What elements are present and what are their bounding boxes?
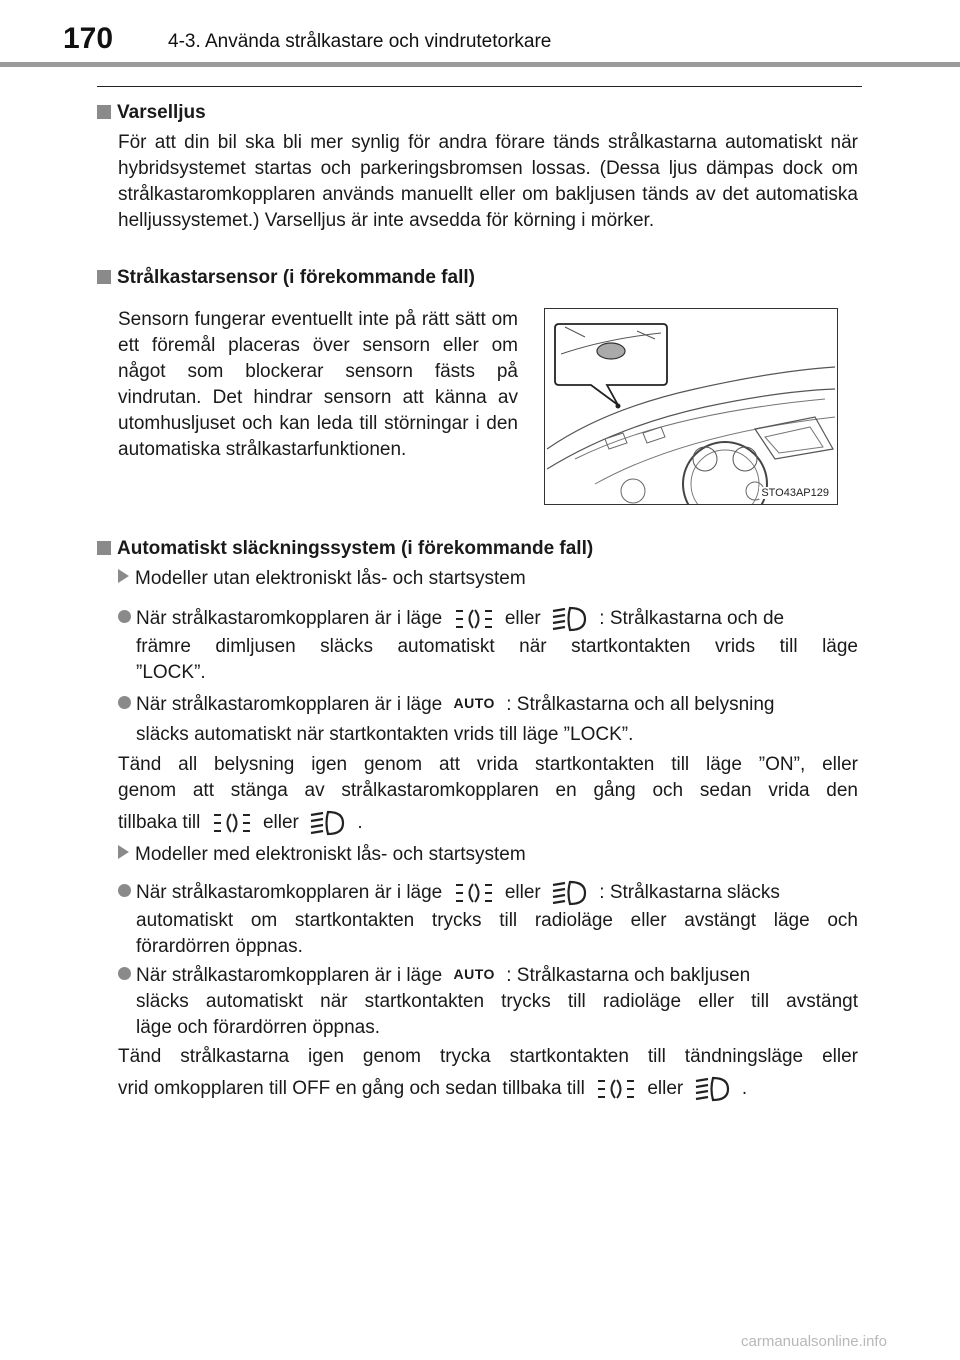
parking-light-icon (594, 1074, 638, 1104)
sensor-body: Sensorn fungerar eventuellt inte på rätt sätt om ett föremål placeras över sensorn eller om något som blockerar sensorn fästs på vindrutan. Det hindrar sensorn att känna av utomhusljuset och kan leda till störningar i den automatiska strålkastarfunktionen. (118, 309, 518, 460)
triangle-bullet-icon (118, 569, 129, 583)
watermark: carmanualsonline.info (741, 1333, 887, 1350)
relight-paragraph-1: Tänd all belysning igen genom att vrida startkontakten till läge ”ON”, eller genom att stänga av strålkastaromkopplaren en gång och sedan vrida den tillbaka till eller . (118, 752, 858, 838)
chapter-title: 4-3. Använda strålkastare och vindrutetorkare (168, 31, 552, 52)
parking-light-icon (210, 808, 254, 838)
round-bullet-icon (118, 696, 131, 709)
figure-code: STO43AP129 (761, 487, 829, 499)
triangle-bullet-icon (118, 845, 129, 859)
header-bar (0, 62, 960, 67)
bullet-item-2: När strålkastaromkopplaren är i läge AUTO : Strålkastarna och all belysning släcks automatiskt när startkontakten vrids till läge ”LOCK”. (118, 690, 858, 748)
sensor-illustration (544, 308, 838, 505)
headlight-icon (550, 604, 590, 634)
square-bullet-icon (97, 105, 111, 119)
headlight-icon (550, 878, 590, 908)
section-title-auto-off: Automatiskt släckningssystem (i förekommande fall) (97, 538, 593, 560)
square-bullet-icon (97, 541, 111, 555)
square-bullet-icon (97, 270, 111, 284)
page-header (0, 0, 960, 70)
auto-mode-icon: AUTO (453, 695, 495, 711)
page-number: 170 (63, 22, 114, 55)
section-title-sensor: Strålkastarsensor (i förekommande fall) (97, 267, 475, 289)
dashboard-sensor-drawing (545, 309, 837, 504)
section-title-varselljus: Varselljus (97, 102, 206, 124)
round-bullet-icon (118, 884, 131, 897)
bullet-item-3: När strålkastaromkopplaren är i läge eller : Strålkastarna släcks automatiskt om startkontakten trycks till radioläge eller avstängt läge och förardörren öppnas. (118, 878, 858, 960)
bullet-item-1: När strålkastaromkopplaren är i läge eller : Strålkastarna och de främre dimljusen släcks automatiskt när startkontakten vrids till läge ”LOCK”. (118, 604, 858, 686)
subheading-without-smart-key: Modeller utan elektroniskt lås- och startsystem (118, 568, 526, 590)
varselljus-body: För att din bil ska bli mer synlig för andra förare tänds strålkastarna automatiskt när hybridsystemet startas och parkeringsbromsen lossas. (Dessa ljus dämpas dock om strålkastaromkopplaren används manuellt eller om bakljusen tänds av det automatiska helljussystemet.) Varselljus är inte avsedda för körning i mörker. (118, 132, 858, 231)
parking-light-icon (452, 604, 496, 634)
round-bullet-icon (118, 610, 131, 623)
auto-mode-icon: AUTO (453, 966, 495, 982)
subheading-with-smart-key: Modeller med elektroniskt lås- och startsystem (118, 844, 526, 866)
top-rule (97, 86, 862, 87)
relight-paragraph-2: Tänd strålkastarna igen genom trycka startkontakten till tändningsläge eller vrid omkopplaren till OFF en gång och sedan tillbaka till eller . (118, 1044, 858, 1104)
headlight-icon (693, 1074, 733, 1104)
headlight-icon (308, 808, 348, 838)
parking-light-icon (452, 878, 496, 908)
round-bullet-icon (118, 967, 131, 980)
bullet-item-4: När strålkastaromkopplaren är i läge AUTO : Strålkastarna och bakljusen släcks automatiskt när startkontakten trycks till radioläge eller till avstängt läge och förardörren öppnas. (118, 961, 858, 1041)
